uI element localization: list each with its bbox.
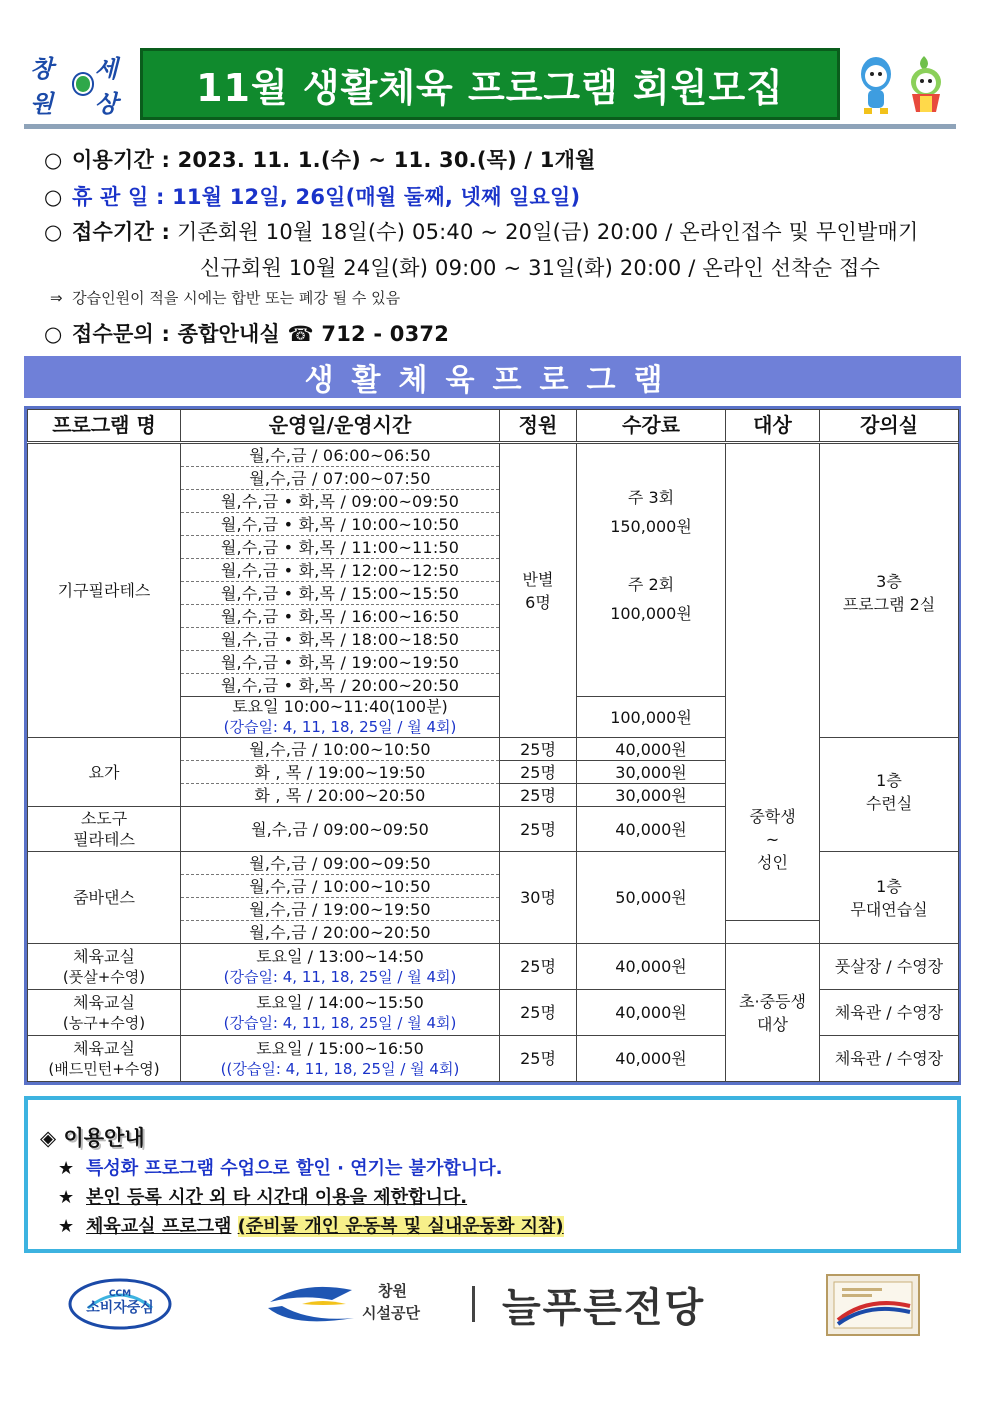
- fee-pilates-saturday: 100,000원: [577, 697, 726, 738]
- fee-cell: 40,000원: [577, 738, 726, 761]
- info-period: ○ 이용기간 : 2023. 11. 1.(수) ~ 11. 30.(목) / 1개월: [44, 148, 596, 172]
- program-name-pe: 체육교실 (풋살+수영): [28, 944, 181, 990]
- header: [24, 44, 962, 130]
- fee-pilates: 주 3회 150,000원 주 2회 100,000원: [577, 443, 726, 697]
- fee-cell: 40,000원: [577, 990, 726, 1036]
- star-icon: ★: [58, 1216, 75, 1237]
- program-name-pe: 체육교실 (농구+수영): [28, 990, 181, 1036]
- time-cell: 월,수,금 / 09:00~09:50: [181, 852, 500, 875]
- fee-cell: 30,000원: [577, 761, 726, 784]
- capacity-cell: 25명: [500, 944, 577, 990]
- time-cell: 월,수,금 / 07:00~07:50: [181, 467, 500, 490]
- room-cell: 체육관 / 수영장: [820, 990, 959, 1036]
- ccm-logo: [68, 1278, 172, 1330]
- info-note: ⇒ 강습인원이 적을 시에는 합반 또는 폐강 될 수 있음: [50, 289, 401, 307]
- time-cell: 월,수,금 • 화,목 / 10:00~10:50: [181, 513, 500, 536]
- info-reception: ○ 접수기간 : 기존회원 10월 18일(수) 05:40 ~ 20일(금) 20:00 / 온라인접수 및 무인발매기: [44, 220, 919, 244]
- org-divider: [472, 1286, 475, 1322]
- header-room: 강의실: [820, 410, 959, 443]
- page-title: 11월 생활체육 프로그램 회원모집: [140, 48, 840, 120]
- program-section-title: 생활체육프로그램: [24, 356, 961, 398]
- table-row: [28, 443, 959, 467]
- room-zumba: 1층 무대연습실: [820, 852, 959, 944]
- table-row: [28, 990, 959, 1036]
- notice-item: ★ 체육교실 프로그램 (준비물 개인 운동복 및 실내운동화 지참): [58, 1216, 564, 1237]
- diamond-icon: ◈: [40, 1126, 57, 1150]
- info-closed: ○ 휴 관 일 : 11월 12일, 26일(매월 둘째, 넷째 일요일): [44, 185, 581, 209]
- time-cell: 토요일 / 15:00~16:50 ((강습일: 4, 11, 18, 25일 / 월 4회): [181, 1036, 500, 1082]
- table-row: [28, 944, 959, 990]
- notice-item: ★ 특성화 프로그램 수업으로 할인 · 연기는 불가합니다.: [58, 1158, 503, 1179]
- program-name-zumba: 줌바댄스: [28, 852, 181, 944]
- time-cell: 월,수,금 • 화,목 / 20:00~20:50: [181, 674, 500, 697]
- info-inquiry: ○ 접수문의 : 종합안내실 ☎ 712 - 0372: [44, 322, 450, 346]
- organization-logo: [262, 1276, 732, 1330]
- time-cell: 월,수,금 • 화,목 / 19:00~19:50: [181, 651, 500, 674]
- room-pilates: 3층 프로그램 2실: [820, 443, 959, 738]
- time-cell: 월,수,금 • 화,목 / 15:00~15:50: [181, 582, 500, 605]
- capacity-cell: 25명: [500, 1036, 577, 1082]
- capacity-cell: 25명: [500, 761, 577, 784]
- time-cell-saturday: 토요일 10:00~11:40(100분) (강습일: 4, 11, 18, 25일 / 월 4회): [181, 697, 500, 738]
- fee-zumba: 50,000원: [577, 852, 726, 944]
- target-kids: 초·중등생 대상: [726, 944, 820, 1082]
- time-cell: 월,수,금 • 화,목 / 09:00~09:50: [181, 490, 500, 513]
- org-sub1: 창원: [378, 1282, 407, 1300]
- time-cell: 토요일 / 14:00~15:50 (강습일: 4, 11, 18, 25일 / 월 4회): [181, 990, 500, 1036]
- header-target: 대상: [726, 410, 820, 443]
- program-table: [24, 406, 961, 1085]
- logo-text-b: 세상: [94, 55, 117, 118]
- table-row: [28, 852, 959, 875]
- logo-text-a: 창원: [30, 55, 53, 118]
- org-sub2: 시설공단: [362, 1304, 420, 1322]
- capacity-cell: 25명: [500, 807, 577, 852]
- time-cell: 월,수,금 / 19:00~19:50: [181, 898, 500, 921]
- notice-item: ★ 본인 등록 시간 외 타 시간대 이용을 제한합니다.: [58, 1187, 468, 1208]
- fee-cell: 30,000원: [577, 784, 726, 807]
- program-name-pe: 체육교실 (배드민턴+수영): [28, 1036, 181, 1082]
- notice-title: ◈ 이용안내: [40, 1126, 145, 1150]
- capacity-cell: 25명: [500, 990, 577, 1036]
- target-adult: 중학생 ~ 성인: [726, 443, 820, 921]
- capacity-cell: 25명: [500, 784, 577, 807]
- table-row: [28, 1036, 959, 1082]
- time-cell: 월,수,금 / 20:00~20:50: [181, 921, 500, 944]
- room-cell: 풋살장 / 수영장: [820, 944, 959, 990]
- header-program: 프로그램 명: [28, 410, 181, 443]
- capacity-cell: 25명: [500, 738, 577, 761]
- star-icon: ★: [58, 1187, 75, 1208]
- mascot-icon: [850, 52, 954, 116]
- time-cell: 월,수,금 / 10:00~10:50: [181, 875, 500, 898]
- time-cell: 월,수,금 / 06:00~06:50: [181, 443, 500, 467]
- header-rule: [24, 124, 956, 129]
- usage-notice: [24, 1096, 961, 1253]
- ccm-top-text: CCM: [108, 1289, 132, 1299]
- org-name: 늘푸른전당: [502, 1285, 706, 1331]
- fee-cell: 40,000원: [577, 944, 726, 990]
- capacity-pilates: 반별 6명: [500, 443, 577, 738]
- table-header-row: [28, 410, 959, 443]
- star-icon: ★: [58, 1158, 75, 1179]
- time-cell: 월,수,금 • 화,목 / 18:00~18:50: [181, 628, 500, 651]
- program-name-small-pilates: 소도구 필라테스: [28, 807, 181, 852]
- info-reception-line2: 신규회원 10월 24일(화) 09:00 ~ 31일(화) 20:00 / 온라인 선착순 접수: [200, 256, 881, 280]
- header-schedule: 운영일/운영시간: [181, 410, 500, 443]
- room-1f: 1층 수련실: [820, 738, 959, 852]
- time-cell: 월,수,금 / 10:00~10:50: [181, 738, 500, 761]
- time-cell: 월,수,금 • 화,목 / 12:00~12:50: [181, 559, 500, 582]
- ccm-main-text: 소비자중심: [86, 1300, 154, 1316]
- swoosh-icon: [262, 1284, 358, 1326]
- time-cell: 화 , 목 / 20:00~20:50: [181, 784, 500, 807]
- table-row: [28, 738, 959, 761]
- header-fee: 수강료: [577, 410, 726, 443]
- program-name-yoga: 요가: [28, 738, 181, 807]
- room-cell: 체육관 / 수영장: [820, 1036, 959, 1082]
- fee-cell: 40,000원: [577, 807, 726, 852]
- time-cell: 월,수,금 • 화,목 / 11:00~11:50: [181, 536, 500, 559]
- time-cell: 월,수,금 • 화,목 / 16:00~16:50: [181, 605, 500, 628]
- fee-cell: 40,000원: [577, 1036, 726, 1082]
- capacity-zumba: 30명: [500, 852, 577, 944]
- logo-dot-icon: [74, 74, 93, 94]
- header-capacity: 정원: [500, 410, 577, 443]
- time-cell: 화 , 목 / 19:00~19:50: [181, 761, 500, 784]
- changwon-logo: [30, 54, 136, 118]
- program-name-pilates: 기구필라테스: [28, 443, 181, 738]
- time-cell: 토요일 / 13:00~14:50 (강습일: 4, 11, 18, 25일 / 월 4회): [181, 944, 500, 990]
- quality-seal-icon: [826, 1274, 920, 1336]
- time-cell: 월,수,금 / 09:00~09:50: [181, 807, 500, 852]
